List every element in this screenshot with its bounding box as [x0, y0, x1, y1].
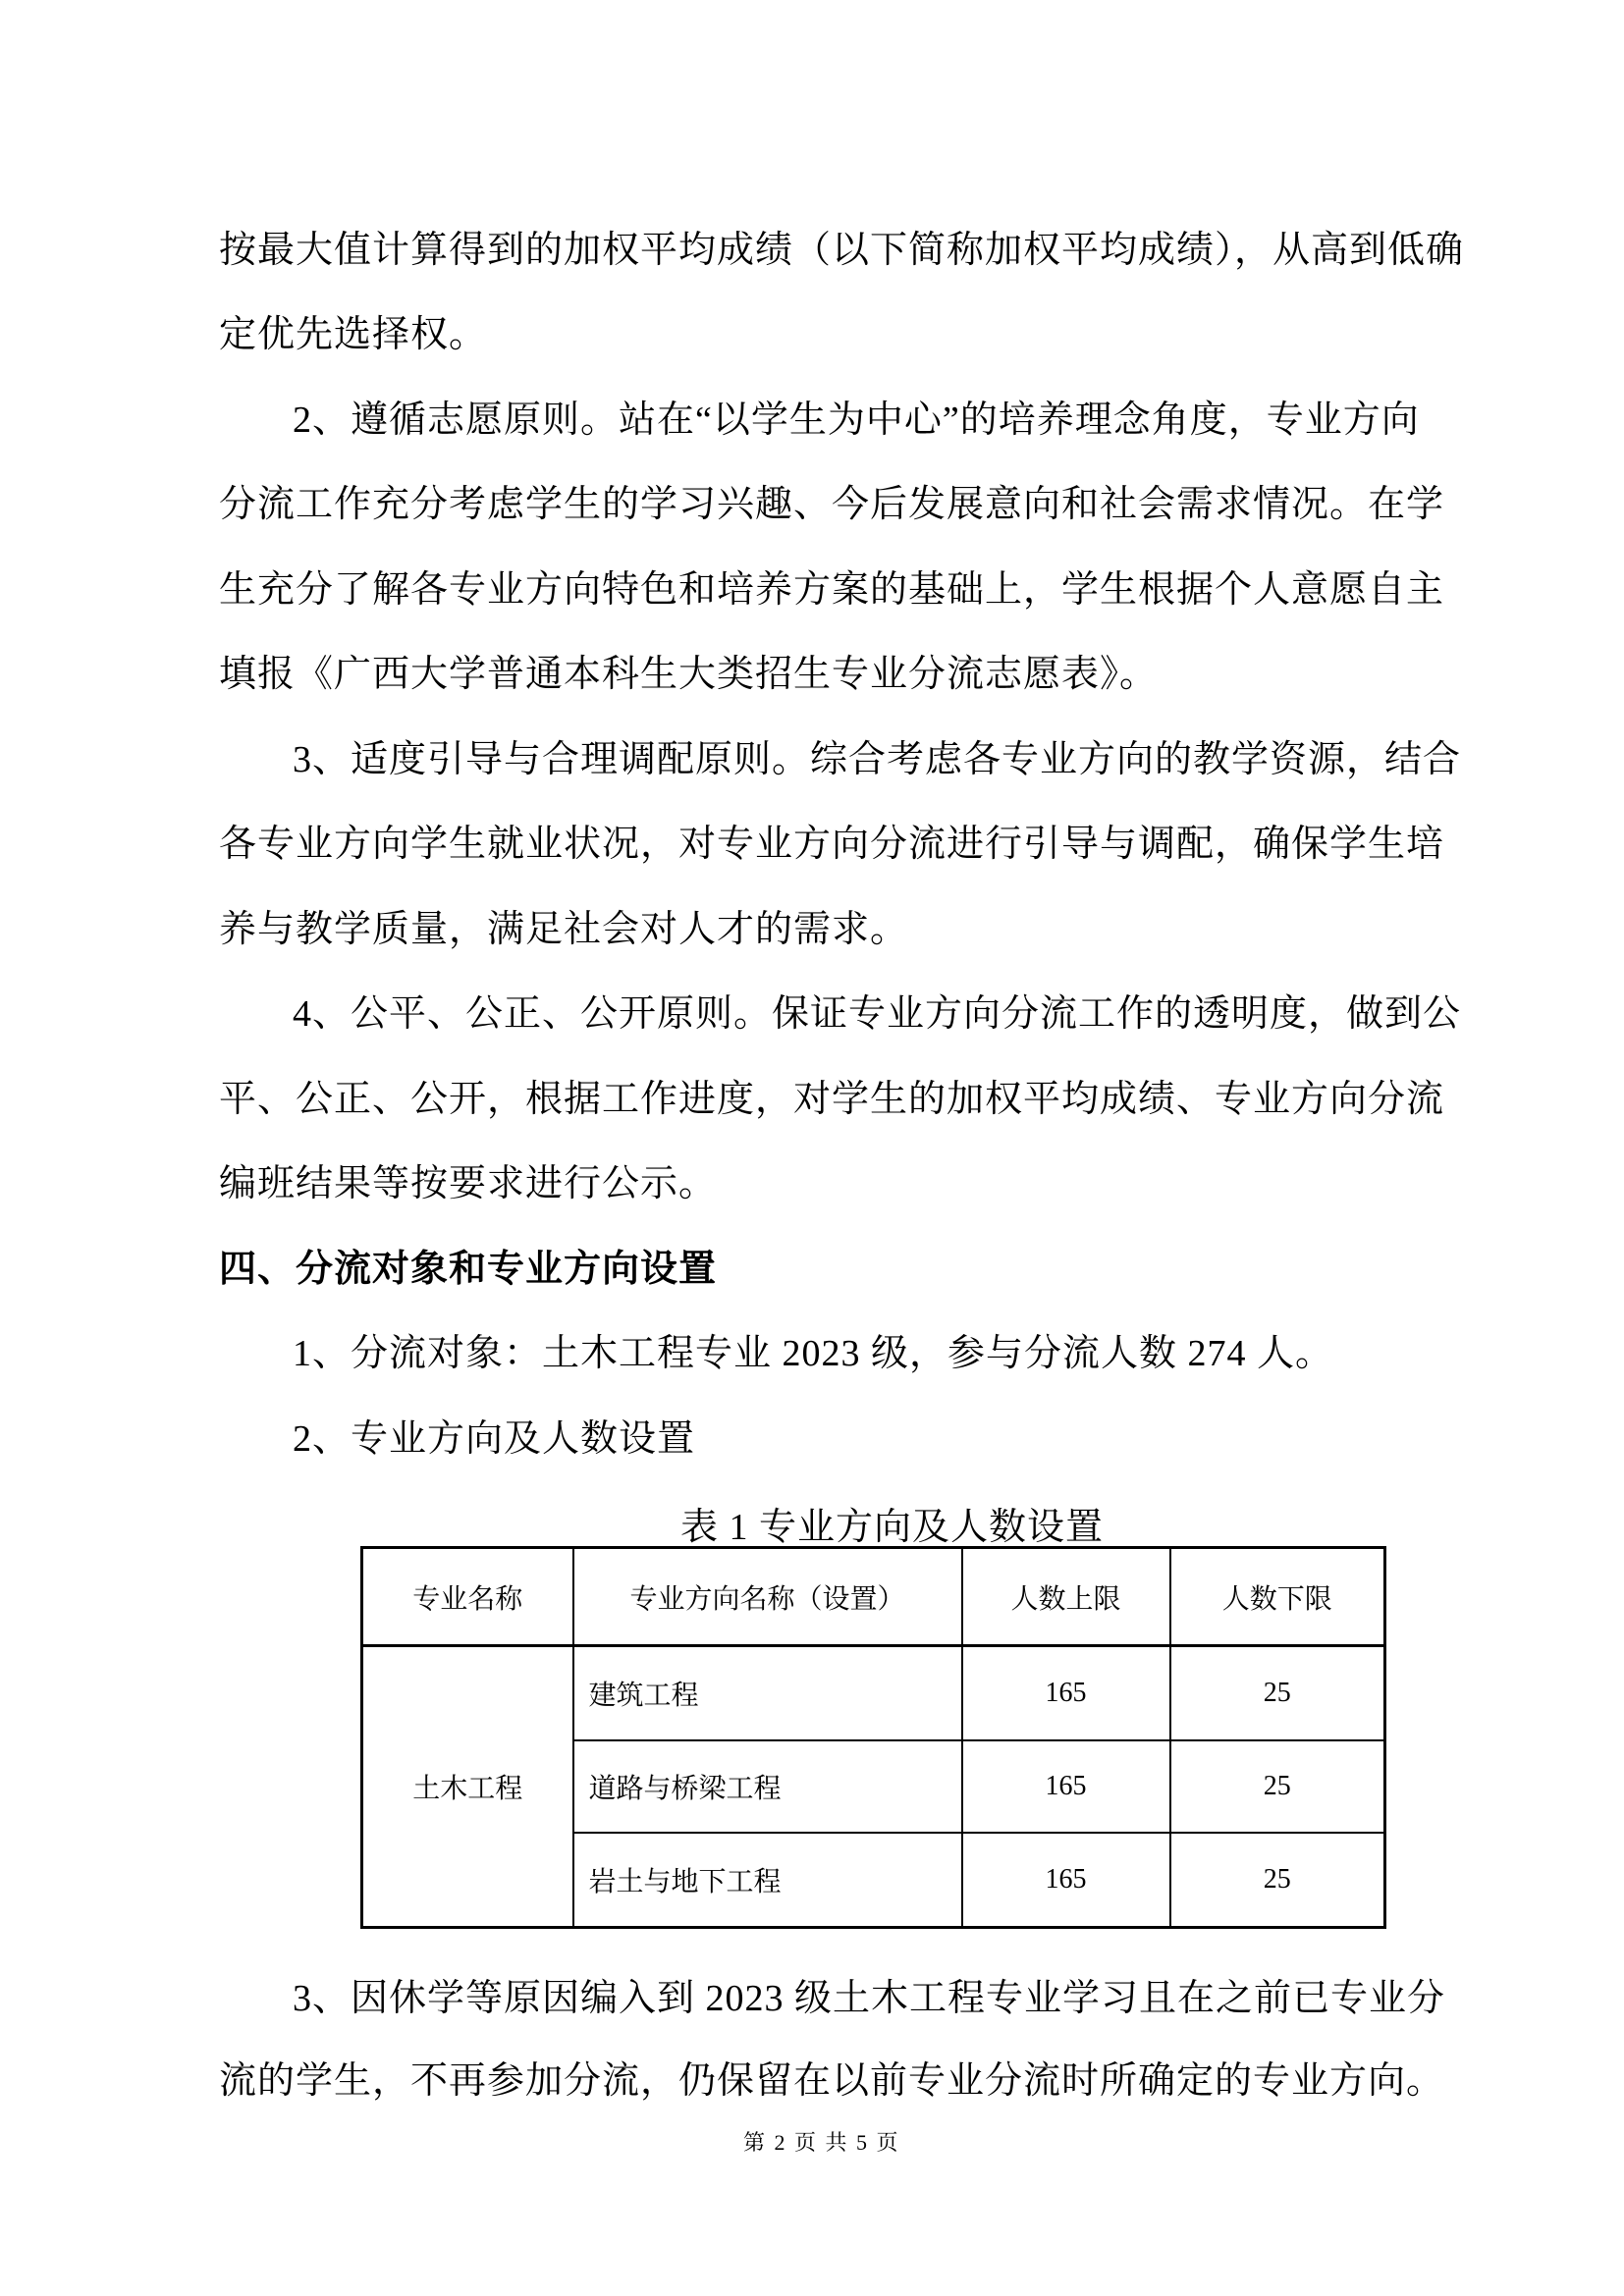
section-heading: 四、分流对象和专业方向设置	[219, 1249, 718, 1290]
body-line: 1、分流对象：土木工程专业 2023 级，参与分流人数 274 人。	[293, 1333, 1334, 1374]
body-line: 养与教学质量，满足社会对人才的需求。	[219, 909, 909, 950]
body-line: 3、因休学等原因编入到 2023 级土木工程专业学习且在之前已专业分	[293, 1978, 1446, 2019]
direction-cell: 道路与桥梁工程	[573, 1740, 962, 1833]
table-header-row	[362, 1548, 1385, 1646]
table-row	[362, 1646, 1385, 1740]
body-line: 2、遵循志愿原则。站在“以学生为中心”的培养理念角度，专业方向	[293, 400, 1420, 441]
table-caption: 表 1 专业方向及人数设置	[680, 1507, 1105, 1548]
page-number-footer: 第 2 页 共 5 页	[743, 2130, 900, 2155]
min-cell: 25	[1170, 1646, 1385, 1740]
body-line: 各专业方向学生就业状况，对专业方向分流进行引导与调配，确保学生培	[219, 824, 1445, 865]
header-max-count: 人数上限	[962, 1548, 1170, 1646]
body-line: 填报《广西大学普通本科生大类招生专业分流志愿表》。	[219, 654, 1159, 695]
major-name-cell: 土木工程	[362, 1646, 573, 1928]
body-line: 平、公正、公开，根据工作进度，对学生的加权平均成绩、专业方向分流	[219, 1079, 1445, 1120]
max-cell: 165	[962, 1833, 1170, 1928]
direction-cell: 岩土与地下工程	[573, 1833, 962, 1928]
max-cell: 165	[962, 1740, 1170, 1833]
body-line: 编班结果等按要求进行公示。	[219, 1163, 718, 1204]
body-line: 3、适度引导与合理调配原则。综合考虑各专业方向的教学资源，结合	[293, 739, 1462, 780]
max-cell: 165	[962, 1646, 1170, 1740]
min-cell: 25	[1170, 1740, 1385, 1833]
body-line: 2、专业方向及人数设置	[293, 1418, 696, 1460]
header-min-count: 人数下限	[1170, 1548, 1385, 1646]
header-major-name: 专业名称	[362, 1548, 573, 1646]
body-line: 分流工作充分考虑学生的学习兴趣、今后发展意向和社会需求情况。在学	[219, 484, 1445, 525]
header-direction-name: 专业方向名称（设置）	[573, 1548, 962, 1646]
body-line: 4、公平、公正、公开原则。保证专业方向分流工作的透明度，做到公	[293, 993, 1462, 1035]
body-line: 定优先选择权。	[219, 314, 488, 355]
min-cell: 25	[1170, 1833, 1385, 1928]
direction-cell: 建筑工程	[573, 1646, 962, 1740]
body-line: 流的学生，不再参加分流，仍保留在以前专业分流时所确定的专业方向。	[219, 2060, 1445, 2102]
body-line: 生充分了解各专业方向特色和培养方案的基础上，学生根据个人意愿自主	[219, 569, 1445, 611]
body-line: 按最大值计算得到的加权平均成绩（以下简称加权平均成绩），从高到低确	[219, 230, 1465, 271]
majors-table	[360, 1546, 1386, 1929]
